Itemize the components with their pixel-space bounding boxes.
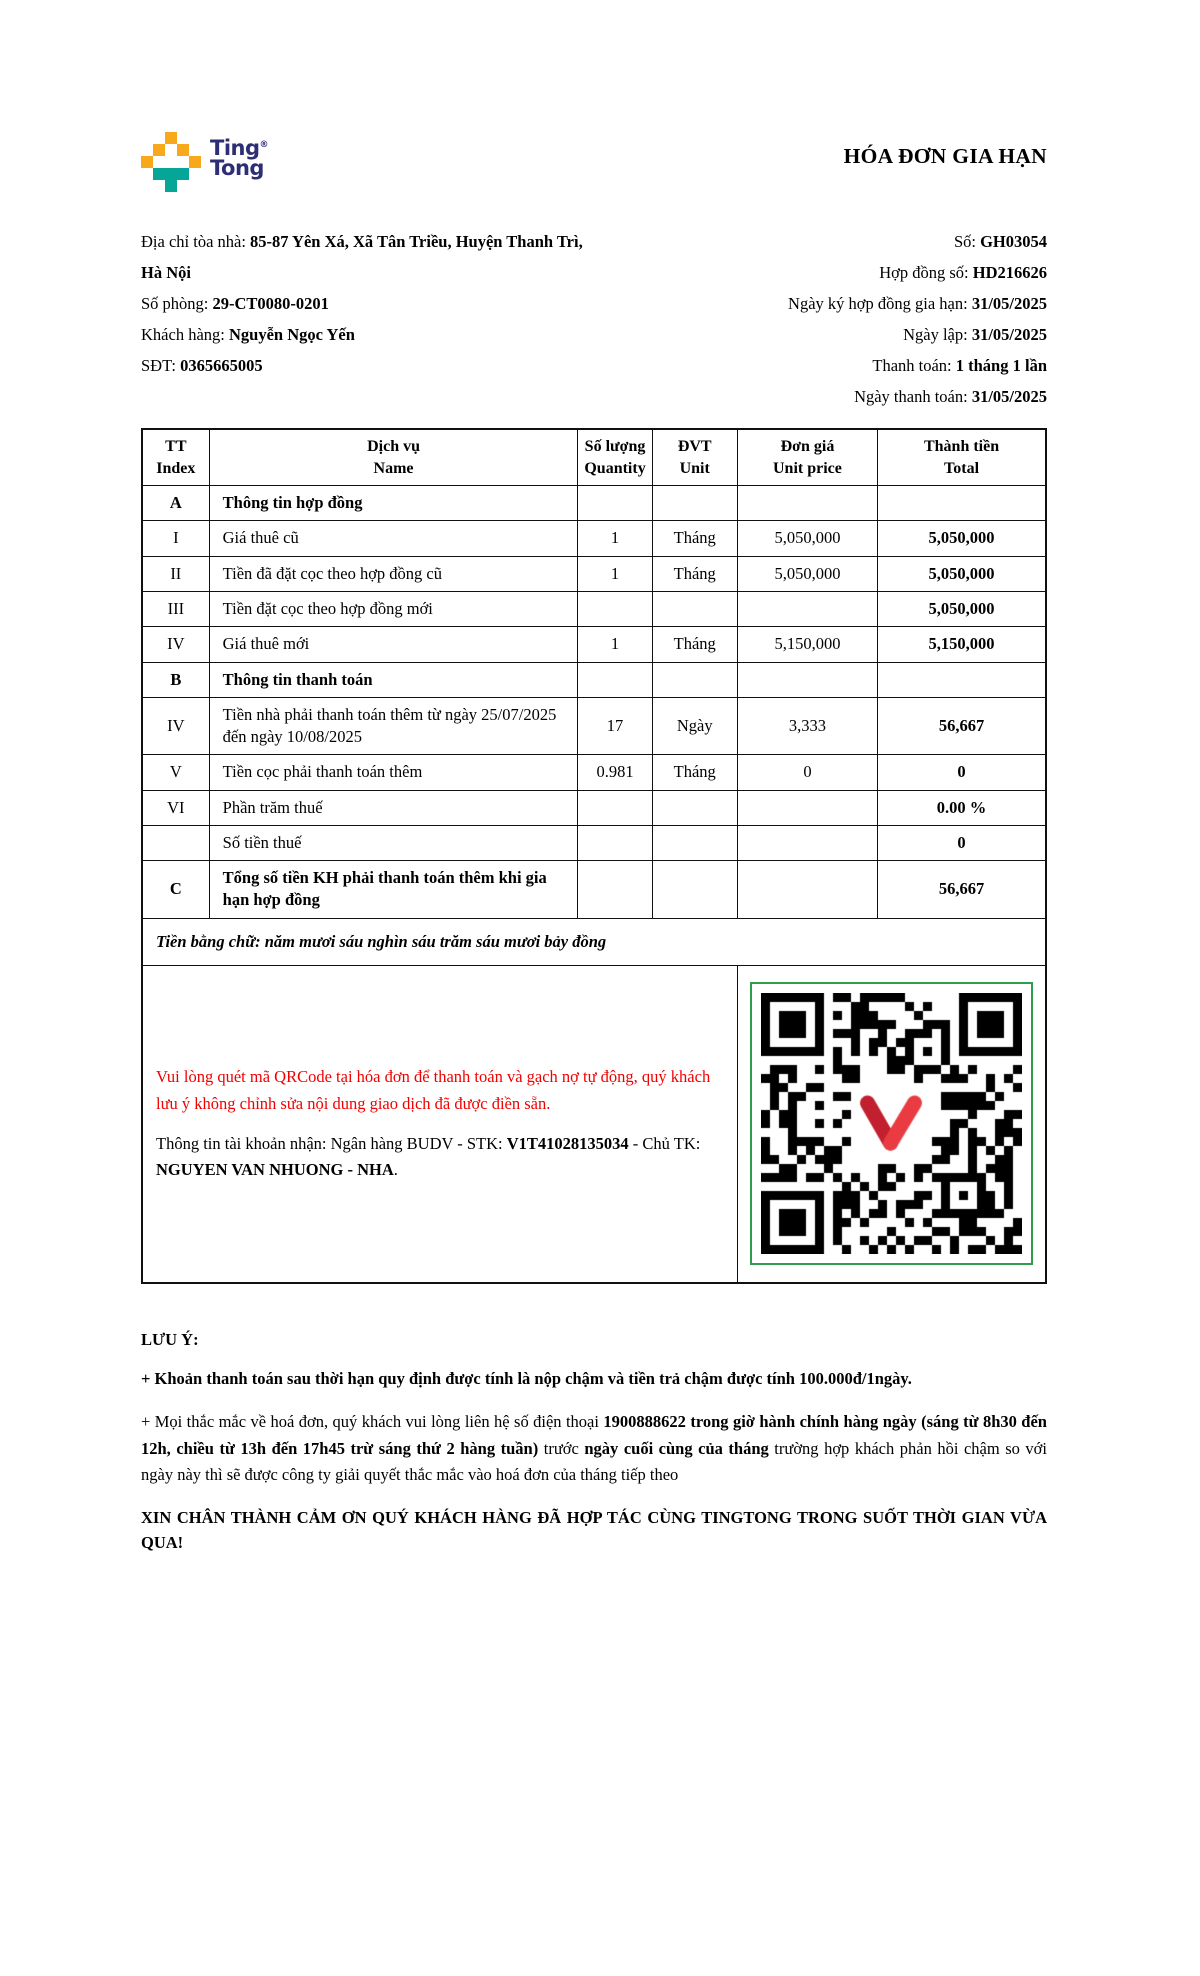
late-payment-note: + Khoản thanh toán sau thời hạn quy định được tính là nộp chậm và tiền trả chậm được tính 100.000đ/1ngày. [141, 1368, 912, 1388]
cell-unit: Tháng [652, 755, 737, 790]
cell-total: 56,667 [878, 861, 1046, 919]
cell-index: IV [142, 697, 209, 755]
cell-quantity: 1 [578, 521, 652, 556]
table-row [142, 556, 1046, 591]
table-row [142, 521, 1046, 556]
brand-logo [141, 132, 269, 192]
cell-name: Số tiền thuế [209, 825, 578, 860]
cell-index: VI [142, 790, 209, 825]
payment-qr-row [142, 965, 1046, 1283]
cell-index [142, 825, 209, 860]
bank-account-text: Thông tin tài khoản nhận: Ngân hàng BUDV - STK: V1T41028135034 - Chủ TK: NGUYEN VAN NHUONG - NHA. [156, 1133, 701, 1180]
cell-name: Tổng số tiền KH phải thanh toán thêm khi gia hạn hợp đồng [209, 861, 578, 919]
info-line: Địa chỉ tòa nhà: 85-87 Yên Xá, Xã Tân Triều, Huyện Thanh Trì, [141, 232, 583, 251]
cell-total: 56,667 [878, 697, 1046, 755]
notes-heading: LƯU Ý: [141, 1329, 199, 1349]
invoice-title: HÓA ĐƠN GIA HẠN [843, 144, 1047, 168]
cell-unit-price: 5,050,000 [737, 521, 877, 556]
cell-total: 0 [878, 755, 1046, 790]
amount-in-words: Tiền bằng chữ: năm mươi sáu nghìn sáu trăm sáu mươi bảy đồng [142, 918, 1046, 965]
cell-name: Tiền cọc phải thanh toán thêm [209, 755, 578, 790]
cell-unit [652, 591, 737, 626]
table-body [142, 486, 1046, 918]
cell-name: Phần trăm thuế [209, 790, 578, 825]
cell-index: C [142, 861, 209, 919]
qr-code [761, 993, 1022, 1254]
closing-thanks: XIN CHÂN THÀNH CẢM ƠN QUÝ KHÁCH HÀNG ĐÃ HỢP TÁC CÙNG TINGTONG TRONG SUỐT THỜI GIAN VỪA QUA! [141, 1507, 1047, 1553]
cell-index: A [142, 486, 209, 521]
invoice-table [141, 428, 1047, 1284]
cell-quantity [578, 861, 652, 919]
qr-code-cell [737, 965, 1046, 1283]
info-line: Số: GH03054 [953, 232, 1047, 251]
table-row [142, 790, 1046, 825]
cell-unit: Tháng [652, 556, 737, 591]
cell-index: III [142, 591, 209, 626]
cell-quantity [578, 790, 652, 825]
table-header-row [142, 429, 1046, 486]
cell-index: B [142, 662, 209, 697]
cell-unit [652, 825, 737, 860]
document-header [141, 132, 1047, 196]
cell-unit-price [737, 825, 877, 860]
table-row [142, 662, 1046, 697]
info-line: Số phòng: 29-CT0080-0201 [141, 294, 329, 313]
cell-unit-price: 0 [737, 755, 877, 790]
cell-name: Thông tin thanh toán [209, 662, 578, 697]
info-line: SĐT: 0365665005 [141, 356, 263, 375]
cell-quantity: 17 [578, 697, 652, 755]
table-row [142, 861, 1046, 919]
table-row [142, 591, 1046, 626]
cell-quantity [578, 486, 652, 521]
cell-total: 0.00 % [878, 790, 1046, 825]
table-header-cell: TT Index [142, 429, 209, 486]
table-row [142, 755, 1046, 790]
cell-name: Tiền đã đặt cọc theo hợp đồng cũ [209, 556, 578, 591]
cell-total: 5,050,000 [878, 591, 1046, 626]
cell-unit-price [737, 662, 877, 697]
cell-unit [652, 861, 737, 919]
cell-total [878, 662, 1046, 697]
cell-total: 0 [878, 825, 1046, 860]
info-line: Ngày lập: 31/05/2025 [903, 325, 1047, 344]
cell-unit-price [737, 790, 877, 825]
cell-unit-price: 5,050,000 [737, 556, 877, 591]
cell-quantity [578, 662, 652, 697]
cell-unit: Tháng [652, 627, 737, 662]
document-content [141, 0, 1047, 1556]
cell-unit [652, 662, 737, 697]
table-header-cell: Đơn giá Unit price [737, 429, 877, 486]
cell-unit-price [737, 861, 877, 919]
tingtong-logo-icon [141, 132, 201, 192]
cell-total: 5,150,000 [878, 627, 1046, 662]
table-header-cell: Dịch vụ Name [209, 429, 578, 486]
table-row [142, 825, 1046, 860]
table-row [142, 627, 1046, 662]
cell-unit [652, 790, 737, 825]
qr-warning-text: Vui lòng quét mã QRCode tại hóa đơn để thanh toán và gạch nợ tự động, quý khách lưu ý không chỉnh sửa nội dung giao dịch đã được điền sẵn. [156, 1067, 711, 1113]
invoice-info [141, 226, 1047, 412]
logo-text-top: Ting [210, 136, 260, 160]
cell-unit: Ngày [652, 697, 737, 755]
table-row [142, 486, 1046, 521]
cell-quantity: 1 [578, 627, 652, 662]
logo-wordmark [210, 136, 269, 180]
cell-unit-price [737, 486, 877, 521]
cell-unit-price: 5,150,000 [737, 627, 877, 662]
cell-name: Thông tin hợp đồng [209, 486, 578, 521]
cell-index: V [142, 755, 209, 790]
cell-name: Tiền đặt cọc theo hợp đồng mới [209, 591, 578, 626]
cell-name: Giá thuê cũ [209, 521, 578, 556]
info-line: Hợp đồng số: HD216626 [879, 263, 1047, 282]
table-header-cell: Số lượng Quantity [578, 429, 652, 486]
logo-text-bottom: Tong [210, 155, 264, 180]
cell-index: II [142, 556, 209, 591]
cell-name: Tiền nhà phải thanh toán thêm từ ngày 25/07/2025 đến ngày 10/08/2025 [209, 697, 578, 755]
payment-instructions [142, 965, 737, 1283]
cell-quantity: 0.981 [578, 755, 652, 790]
info-line: Hà Nội [141, 263, 191, 282]
cell-quantity [578, 825, 652, 860]
registered-mark-icon: ® [259, 140, 269, 150]
cell-unit-price [737, 591, 877, 626]
qr-code-frame [750, 982, 1033, 1265]
invoice-meta-block [647, 226, 1047, 412]
info-line: Thanh toán: 1 tháng 1 lần [872, 356, 1047, 375]
info-line: Ngày thanh toán: 31/05/2025 [854, 387, 1047, 406]
cell-total: 5,050,000 [878, 521, 1046, 556]
cell-index: I [142, 521, 209, 556]
cell-unit-price: 3,333 [737, 697, 877, 755]
cell-total: 5,050,000 [878, 556, 1046, 591]
table-header-cell: Thành tiền Total [878, 429, 1046, 486]
cell-quantity [578, 591, 652, 626]
contact-note: + Mọi thắc mắc về hoá đơn, quý khách vui lòng liên hệ số điện thoại 1900888622 trong giờ hành chính hàng ngày (sáng từ 8h30 đến 12h, chiều từ 13h đến 17h45 trừ sáng thứ 2 hàng tuần) trước ngày cuối cùng của tháng trường hợp khách phản hồi chậm so với ngày này thì sẽ được công ty giải quyết thắc mắc vào hoá đơn của tháng tiếp theo [141, 1412, 1047, 1485]
cell-name: Giá thuê mới [209, 627, 578, 662]
cell-quantity: 1 [578, 556, 652, 591]
table-row [142, 697, 1046, 755]
info-line: Khách hàng: Nguyễn Ngọc Yến [141, 325, 355, 344]
cell-unit: Tháng [652, 521, 737, 556]
cell-unit [652, 486, 737, 521]
cell-index: IV [142, 627, 209, 662]
table-header-cell: ĐVT Unit [652, 429, 737, 486]
cell-total [878, 486, 1046, 521]
info-line: Ngày ký hợp đồng gia hạn: 31/05/2025 [788, 294, 1047, 313]
customer-info-block [141, 226, 621, 412]
footer-notes [141, 1330, 1047, 1556]
amount-in-words-row [142, 918, 1046, 965]
